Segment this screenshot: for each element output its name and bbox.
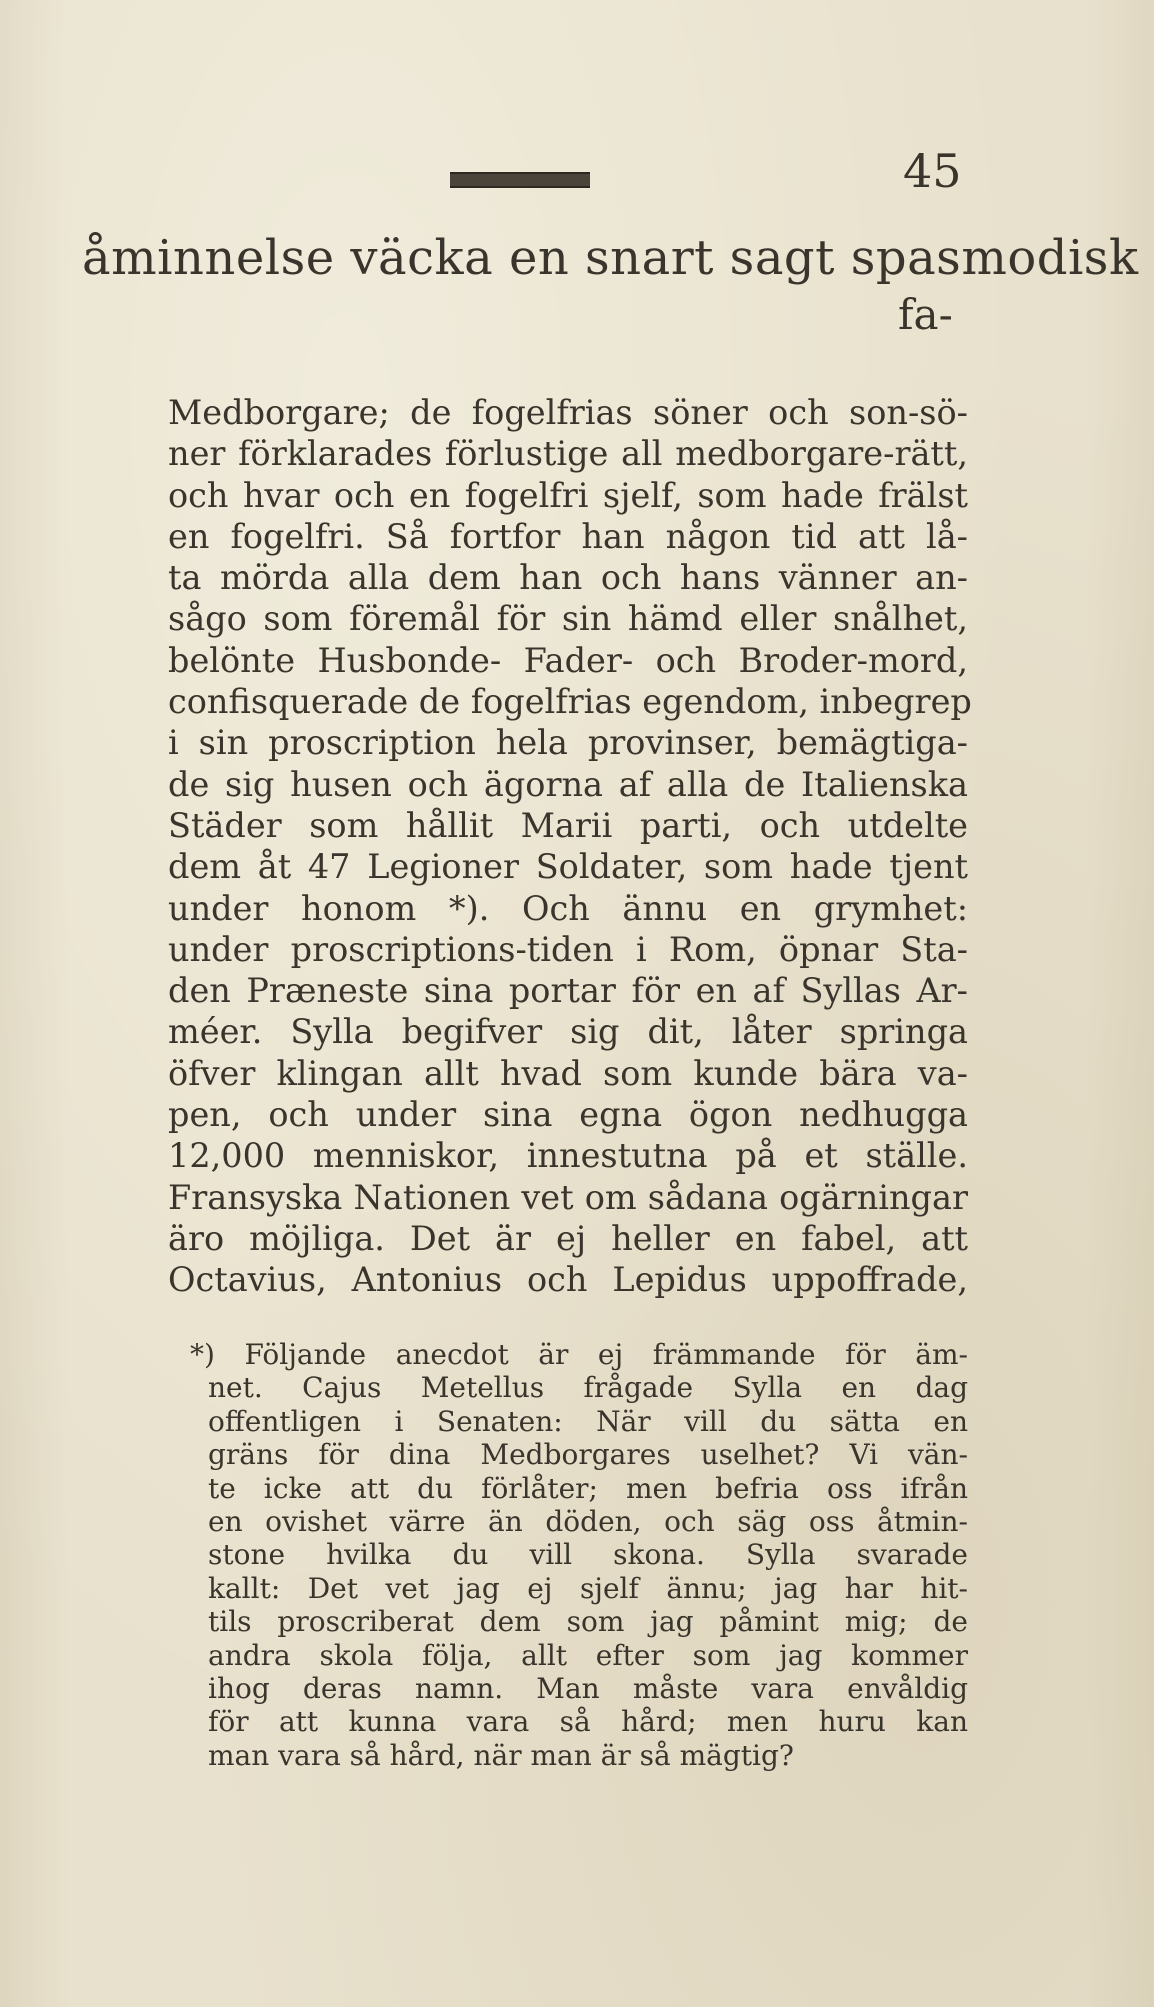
text-line: Fransyska Nationen vet om sådana ogärningar: [168, 1177, 968, 1217]
text-line: i sin proscription hela provinser, bemägtiga-: [168, 723, 968, 763]
text-line: méer. Sylla begifver sig dit, låter springa: [168, 1012, 968, 1052]
text-line: Octavius, Antonius och Lepidus uppoffrade,: [168, 1260, 968, 1300]
footnote-line: man vara så hård, när man är så mägtig?: [208, 1738, 794, 1772]
text-line: äro möjliga. Det är ej heller en fabel, att: [168, 1218, 968, 1258]
continuation-line: åminnelse väcka en snart sagt spasmodisk: [82, 230, 1139, 286]
catchword: fa-: [898, 290, 953, 339]
main-text-block: [168, 392, 972, 1301]
footnote-line: *) Följande anecdot är ej främmande för äm-: [190, 1338, 968, 1371]
footnote-line: för att kunna vara så hård; men huru kan: [208, 1705, 968, 1739]
text-line: sågo som föremål för sin hämd eller snålhet,: [168, 599, 968, 639]
text-line: och hvar och en fogelfri sjelf, som hade frälst: [168, 475, 968, 515]
footnote-line: te icke att du förlåter; men befria oss ifrån: [208, 1471, 968, 1505]
text-line: belönte Husbonde- Fader- och Broder-mord,: [168, 640, 968, 680]
text-line: en fogelfri. Så fortfor han någon tid att lå-: [168, 516, 968, 556]
footnote-line: offentligen i Senaten: När vill du sätta en: [208, 1404, 968, 1438]
text-line: under proscriptions-tiden i Rom, öpnar Sta-: [168, 929, 968, 969]
text-line: under honom *). Och ännu en grymhet:: [168, 888, 968, 928]
text-line: de sig husen och ägorna af alla de Italienska: [168, 764, 968, 804]
header-ornament-rule: [450, 172, 590, 188]
text-line: den Præneste sina portar för en af Syllas Ar-: [168, 971, 968, 1011]
text-line: ner förklarades förlustige all medborgare-rätt,: [168, 434, 968, 474]
footnote-line: kallt: Det vet jag ej sjelf ännu; jag har hit-: [208, 1571, 968, 1605]
footnote-line: en ovishet värre än döden, och säg oss åtmin-: [208, 1504, 968, 1538]
footnote-block: [190, 1338, 968, 1772]
text-line: ta mörda alla dem han och hans vänner an-: [168, 558, 968, 598]
text-line: Städer som hållit Marii parti, och utdelte: [168, 805, 968, 845]
page-number: 45: [903, 144, 962, 198]
footnote-line: ihog deras namn. Man måste vara envåldig: [208, 1671, 968, 1705]
footnote-line: andra skola följa, allt efter som jag kommer: [208, 1638, 968, 1672]
text-line: confisquerade de fogelfrias egendom, inbegrep: [168, 682, 972, 722]
text-line: pen, och under sina egna ögon nedhugga: [168, 1095, 968, 1135]
footnote-line: net. Cajus Metellus frågade Sylla en dag: [208, 1371, 968, 1405]
footnote-line: tils proscriberat dem som jag påmint mig; de: [208, 1605, 968, 1639]
text-line: öfver klingan allt hvad som kunde bära va-: [168, 1053, 968, 1093]
footnote-line: gräns för dina Medborgares uselhet? Vi vän-: [208, 1438, 968, 1472]
text-line: dem åt 47 Legioner Soldater, som hade tjent: [168, 847, 968, 887]
footnote-line: stone hvilka du vill skona. Sylla svarade: [208, 1538, 968, 1572]
text-line: Medborgare; de fogelfrias söner och son-sö-: [168, 393, 968, 432]
text-line: 12,000 menniskor, innestutna på et ställe.: [168, 1136, 968, 1176]
